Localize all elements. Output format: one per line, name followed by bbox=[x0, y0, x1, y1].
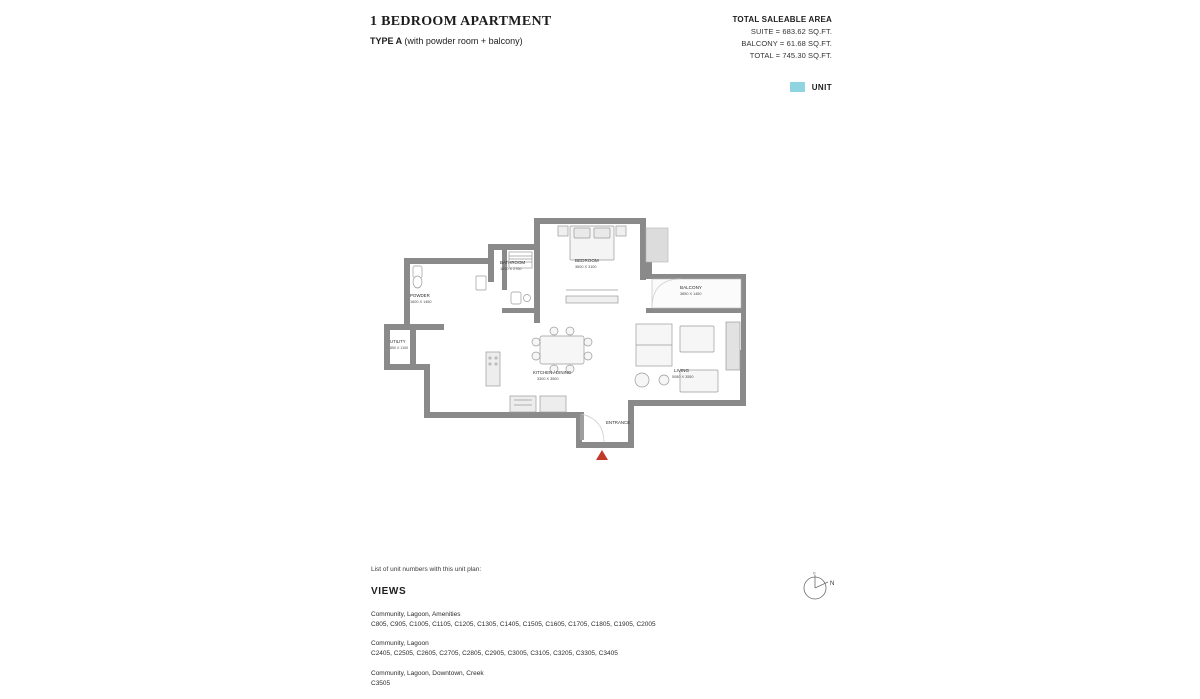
page-title: 1 BEDROOM APARTMENT bbox=[370, 14, 552, 29]
room-label-kitchen-dining: KITCHEN / DINING bbox=[533, 370, 572, 375]
view-group-units: C2405, C2505, C2605, C2705, C2805, C2905, C3005, C3105, C3205, C3305, C3405 bbox=[371, 650, 618, 658]
compass-north-label: N bbox=[830, 581, 835, 587]
total-saleable-area-block bbox=[732, 15, 832, 60]
view-group bbox=[371, 640, 841, 658]
title-block bbox=[370, 14, 552, 46]
room-label-bathroom: BATHROOM bbox=[500, 260, 526, 265]
room-dims-bathroom: 1600 X 2700 bbox=[500, 267, 522, 271]
area-total: TOTAL = 745.30 SQ.FT. bbox=[749, 51, 832, 60]
area-heading: TOTAL SALEABLE AREA bbox=[732, 15, 832, 24]
unit-type-detail: (with powder room + balcony) bbox=[404, 36, 523, 46]
view-group bbox=[371, 670, 841, 688]
page-subtitle bbox=[370, 36, 552, 46]
room-dims-powder: 1600 X 1450 bbox=[410, 300, 432, 304]
room-label-powder: POWDER bbox=[410, 293, 430, 298]
room-label-utility: UTILITY bbox=[390, 339, 406, 344]
unit-type-label: TYPE A bbox=[370, 36, 402, 46]
room-label-balcony: BALCONY bbox=[680, 285, 702, 290]
area-balcony: BALCONY = 61.68 SQ.FT. bbox=[741, 39, 832, 48]
area-suite: SUITE = 683.62 SQ.FT. bbox=[750, 27, 832, 36]
room-dims-utility: 850 X 1100 bbox=[390, 346, 409, 350]
room-dims-kitchen-dining: 3300 X 3500 bbox=[537, 377, 559, 381]
entrance-marker bbox=[580, 414, 608, 460]
view-group-label: Community, Lagoon, Amenities bbox=[371, 611, 461, 618]
legend-unit-label: UNIT bbox=[811, 82, 832, 92]
view-group-label: Community, Lagoon, Downtown, Creek bbox=[371, 669, 484, 677]
room-label-living: LIVING bbox=[674, 368, 690, 373]
view-group-units: C3505 bbox=[371, 679, 391, 687]
room-label-bedroom: BEDROOM bbox=[575, 258, 599, 263]
view-group bbox=[371, 611, 841, 629]
room-dims-bedroom: 3600 X 3100 bbox=[575, 265, 597, 269]
view-group-label: Community, Lagoon bbox=[371, 640, 429, 648]
view-group-units: C805, C905, C1005, C1105, C1205, C1305, C1405, C1505, C1605, C1705, C1805, C1905, C2005 bbox=[371, 621, 656, 628]
footer-views-block bbox=[371, 566, 841, 699]
room-label-entrance: ENTRANCE bbox=[606, 420, 631, 425]
legend bbox=[790, 82, 832, 92]
floor-plan-diagram bbox=[380, 200, 800, 470]
furniture-wardrobe bbox=[646, 228, 668, 262]
views-heading: VIEWS bbox=[371, 586, 407, 597]
room-dims-living: 5080 X 3550 bbox=[672, 375, 694, 379]
compass-icon bbox=[798, 570, 846, 606]
unit-list-note: List of unit numbers with this unit plan: bbox=[371, 566, 482, 573]
room-dims-balcony: 3850 X 1450 bbox=[680, 292, 702, 296]
compass-tick-label: 0 bbox=[813, 570, 816, 576]
furniture-living bbox=[635, 322, 740, 392]
unit-color-swatch bbox=[790, 82, 805, 92]
